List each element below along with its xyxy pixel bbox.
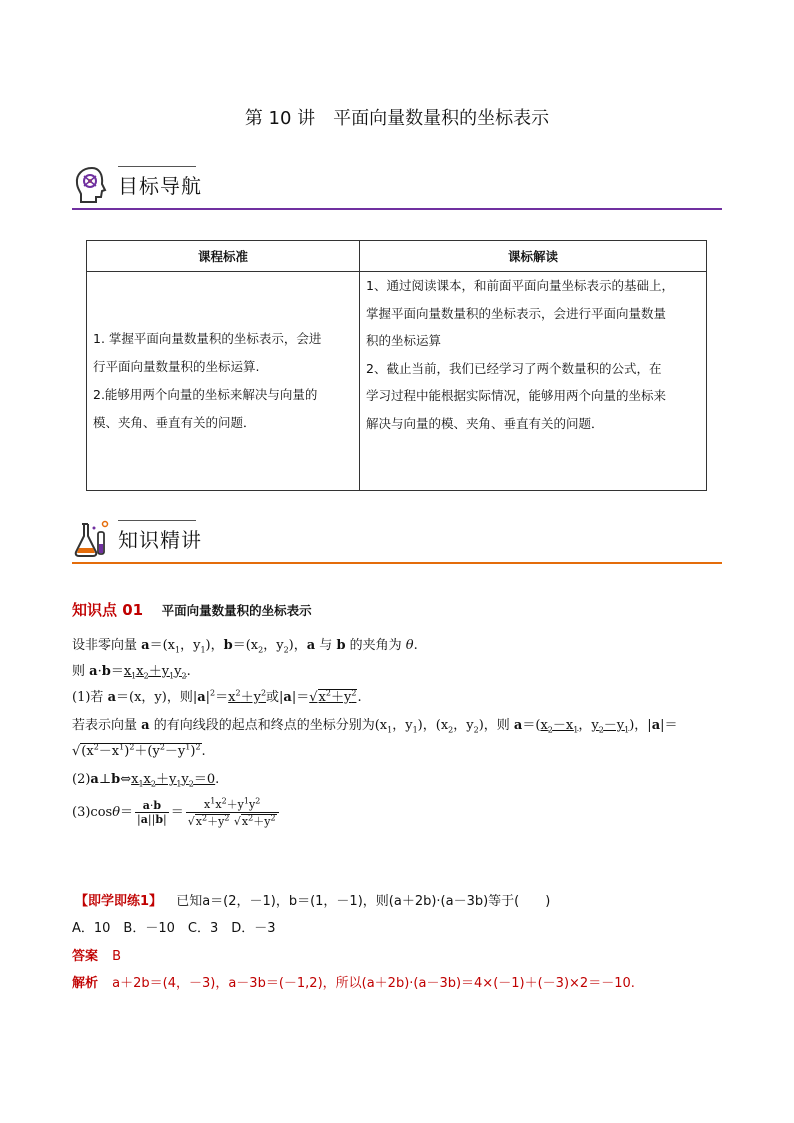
- formula-line-6: $(2)a\perp b\Leftrightarrow x_1x_2+y_1y_2=0$.: [72, 772, 220, 789]
- analysis-label: 解析: [72, 976, 99, 991]
- section-goal-underline: [72, 208, 722, 210]
- interpretation-line: 掌握平面向量数量积的坐标表示，会进行平面向量数量: [366, 305, 667, 321]
- table-header-interpretation: 课标解读: [360, 241, 707, 272]
- exercise-answer: [72, 945, 121, 964]
- formula-line-5: $√(x^2-x^1)^2+(y^2-y^1)^2$.: [72, 742, 206, 759]
- table-cell-standard: [87, 272, 360, 491]
- flask-icon: [72, 518, 110, 558]
- standard-line: 行平面向量数量积的坐标运算.: [93, 359, 260, 374]
- page-title: 第 10 讲 平面向量数量积的坐标表示: [244, 108, 550, 129]
- interpretation-line: 积的坐标运算: [366, 333, 442, 348]
- formula-line-3: (1)若 a＝(x，y)，则$|a|^2=x^2+y^2$或$|a|=√x^2+y^2$.: [72, 688, 362, 705]
- standard-line: 1. 掌握平面向量数量积的坐标表示，会进: [93, 331, 322, 346]
- standard-line: 2.能够用两个向量的坐标来解决与向量的: [93, 387, 318, 402]
- interpretation-line: 学习过程中能根据实际情况，能够用两个向量的坐标来: [366, 388, 667, 403]
- exercise-analysis: [72, 972, 635, 991]
- interpretation-line: 解决与向量的模、夹角、垂直有关的问题．: [366, 415, 604, 431]
- table-header-standard: 课程标准: [87, 241, 360, 272]
- formula-line-1: 设非零向量 $a=(x_1$，$y_1$)，$b=(x_2$，$y_2$)，a 与 b 的夹角为 θ.: [72, 638, 418, 655]
- formula-line-2: 则 $a\cdot b=x_1x_2+y_1y_2$.: [72, 664, 191, 681]
- exercise-options: A．10 B．－10 C．3 D．－3: [72, 921, 276, 936]
- table-cell-interpretation: [360, 272, 707, 491]
- interpretation-line: 1、通过阅读课本，和前面平面向量坐标表示的基础上，: [366, 278, 674, 293]
- section-knowledge-underline: [72, 562, 722, 564]
- section-goal: [72, 164, 722, 210]
- exercise-tag: 【即学即练1】: [75, 894, 163, 909]
- section-knowledge-label: 知识精讲: [118, 528, 202, 552]
- formula-line-4: 若表示向量 a 的有向线段的起点和终点的坐标分别为($x_1$，$y_1$)，($x_2$，$y_2$)，则 $a=(x_2-x_1$，$y_2-y_1$)，|a|＝: [72, 718, 678, 735]
- head-brain-icon: [72, 164, 110, 204]
- formula-line-7: (3)cosθ＝ $\frac{a\cdot b}{|a||b|}$ ＝ $\frac{x^1x^2+y^1y^2}{√x^2+y^2 √x^2+y^2}$: [72, 796, 281, 829]
- interpretation-line: 2、截止当前，我们已经学习了两个数量积的公式，在: [366, 360, 662, 376]
- exercise-question: [75, 890, 550, 909]
- section-goal-label: 目标导航: [118, 174, 202, 198]
- knowledge-point-number: 知识点 01: [72, 601, 144, 619]
- standard-line: 模、夹角、垂直有关的问题．: [93, 415, 256, 430]
- section-knowledge: [72, 518, 722, 564]
- curriculum-table: [86, 240, 707, 491]
- analysis-text: a＋2b＝(4，－3)，a－3b＝(－1,2)，所以(a＋2b)·(a－3b)＝4×(－1)＋(－3)×2＝－10.: [112, 976, 635, 991]
- knowledge-point-title: 平面向量数量积的坐标表示: [161, 603, 312, 618]
- answer-value: B: [112, 949, 122, 964]
- knowledge-point-heading: [72, 599, 312, 620]
- exercise-question-text: 已知a＝(2，－1)，b＝(1，－1)，则(a＋2b)·(a－3b)等于( ): [176, 894, 551, 909]
- answer-label: 答案: [72, 949, 99, 964]
